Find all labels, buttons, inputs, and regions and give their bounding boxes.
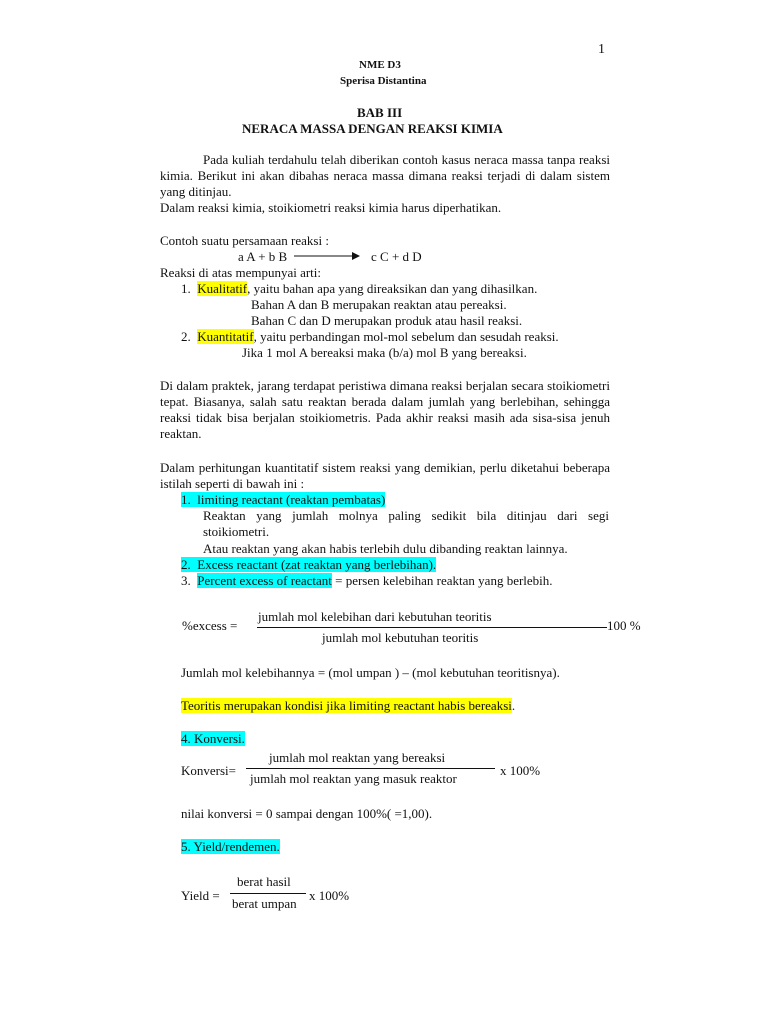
yield-factor: x 100% (309, 888, 350, 903)
term-limiting-reactant: limiting reactant (reaktan pembatas) (197, 492, 386, 507)
konversi-denominator: jumlah mol reaktan yang masuk reaktor (250, 771, 457, 786)
term-item: 2. Excess reactant (zat reaktan yang berlebihan). (181, 557, 437, 572)
page-number: 1 (598, 42, 605, 57)
term-kualitatif: Kualitatif (197, 281, 248, 296)
excess-fraction-bar (257, 627, 607, 628)
author-name: Sperisa Distantina (340, 75, 427, 87)
yield-lhs: Yield = (181, 888, 220, 903)
yield-fraction-bar (230, 893, 306, 894)
term-kuantitatif: Kuantitatif (197, 329, 254, 344)
konversi-heading: 4. Konversi. (181, 731, 245, 746)
chapter-title: BAB III (357, 105, 403, 120)
teoritis-note: Teoritis merupakan kondisi jika limiting reactant habis bereaksi. (181, 698, 516, 713)
reaction-arrow-icon (294, 251, 360, 261)
konversi-factor: x 100% (500, 763, 541, 778)
intro-line: Dalam reaksi kimia, stoikiometri reaksi kimia harus diperhatikan. (160, 200, 502, 215)
excess-formula-lhs: %excess = (182, 618, 238, 633)
reaction-meaning: Reaksi di atas mempunyai arti: (160, 265, 322, 280)
konversi-lhs: Konversi= (181, 763, 236, 778)
reaction-products: c C + d D (371, 249, 422, 264)
list-subitem: Bahan A dan B merupakan reaktan atau pereaksi. (251, 297, 507, 312)
excess-formula-denominator: jumlah mol kebutuhan teoritis (322, 630, 479, 645)
intro-paragraph: Pada kuliah terdahulu telah diberikan contoh kasus neraca massa tanpa reaksi kimia. Berikut ini akan dibahas neraca massa dimana reaksi terjadi di dalam sistem yang ditinjau. (160, 152, 610, 199)
chapter-subject: NERACA MASSA DENGAN REAKSI KIMIA (242, 121, 503, 136)
yield-heading: 5. Yield/rendemen. (181, 839, 280, 854)
practice-paragraph: Di dalam praktek, jarang terdapat peristiwa dimana reaksi berjalan secara stoikiometri tepat. Biasanya, salah satu reaktan berada dalam jumlah yang berlebihan, sehingga reaksi tidak bisa berjalan stoikiometris. Pada akhir reaksi masih ada sisa-sisa jenuh reaktan. (160, 378, 610, 441)
excess-note: Jumlah mol kelebihannya = (mol umpan ) – (mol kebutuhan teoritisnya). (181, 665, 560, 680)
konversi-note: nilai konversi = 0 sampai dengan 100%( =1,00). (181, 806, 433, 821)
term-excess-reactant: Excess reactant (zat reaktan yang berlebihan). (197, 557, 437, 572)
term-item: 1. limiting reactant (reaktan pembatas) (181, 492, 386, 507)
excess-formula-numerator: jumlah mol kelebihan dari kebutuhan teoritis (258, 609, 492, 624)
reaction-reactants: a A + b B (238, 249, 288, 264)
term-description: Atau reaktan yang akan habis terlebih dulu dibanding reaktan lainnya. (203, 541, 568, 556)
terms-paragraph: Dalam perhitungan kuantitatif sistem reaksi yang demikian, perlu diketahui beberapa istilah seperti di bawah ini : (160, 460, 610, 491)
reaction-label: Contoh suatu persamaan reaksi : (160, 233, 329, 248)
list-item: 1. Kualitatif, yaitu bahan apa yang direaksikan dan yang dihasilkan. (181, 281, 538, 296)
course-code: NME D3 (359, 59, 401, 71)
yield-denominator: berat umpan (232, 896, 297, 911)
list-subitem: Jika 1 mol A bereaksi maka (b/a) mol B yang bereaksi. (242, 345, 527, 360)
excess-formula-factor: 100 % (607, 618, 641, 633)
konversi-numerator: jumlah mol reaktan yang bereaksi (269, 750, 446, 765)
list-item: 2. Kuantitatif, yaitu perbandingan mol-mol sebelum dan sesudah reaksi. (181, 329, 559, 344)
list-subitem: Bahan C dan D merupakan produk atau hasil reaksi. (251, 313, 523, 328)
yield-numerator: berat hasil (237, 874, 291, 889)
konversi-fraction-bar (246, 768, 495, 769)
term-percent-excess: Percent excess of reactant (197, 573, 332, 588)
term-description: Reaktan yang jumlah molnya paling sedikit bila ditinjau dari segi stoikiometri. (203, 508, 609, 539)
term-item: 3. Percent excess of reactant = persen kelebihan reaktan yang berlebih. (181, 573, 553, 588)
